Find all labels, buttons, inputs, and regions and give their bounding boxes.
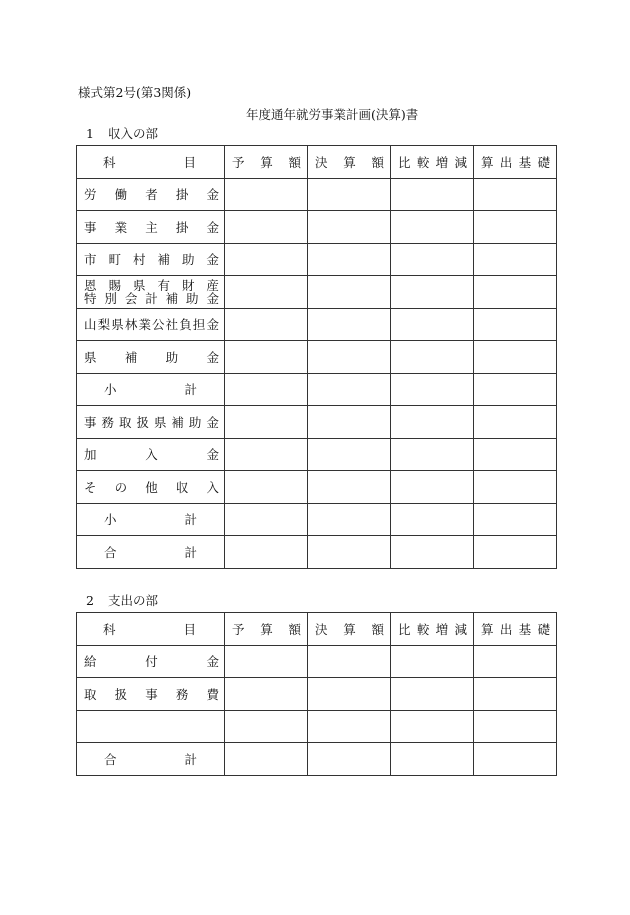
expenditure-section-number: 2 (86, 593, 94, 608)
row-label-text: 事 務 取 扱 県 補 助 金 (84, 414, 219, 430)
cell-settlement[interactable] (308, 503, 391, 536)
cell-settlement[interactable] (308, 471, 391, 504)
subject-header: 科 目 (77, 613, 225, 646)
cell-basis[interactable] (474, 341, 557, 374)
cell-budget[interactable] (225, 471, 308, 504)
table-row (77, 438, 557, 471)
row-label (77, 341, 225, 374)
row-label (77, 276, 225, 309)
cell-difference[interactable] (391, 341, 474, 374)
row-label (77, 678, 225, 711)
cell-settlement[interactable] (308, 178, 391, 211)
cell-difference[interactable] (391, 243, 474, 276)
column-header-budget: 予 算 額 (225, 146, 308, 179)
income-section-heading (86, 124, 158, 142)
cell-settlement[interactable] (308, 678, 391, 711)
row-label (77, 503, 225, 536)
cell-settlement[interactable] (308, 341, 391, 374)
form-number: 様式第2号(第3関係) (78, 85, 192, 100)
cell-budget[interactable] (225, 276, 308, 309)
cell-settlement[interactable] (308, 373, 391, 406)
cell-budget[interactable] (225, 406, 308, 439)
table-row (77, 406, 557, 439)
row-label-text: 山 梨 県 林 業 公 社 負 担 金 (84, 317, 219, 333)
row-label-text: 小 計 (104, 382, 197, 398)
cell-settlement[interactable] (308, 243, 391, 276)
cell-difference[interactable] (391, 743, 474, 776)
cell-difference[interactable] (391, 406, 474, 439)
income-table (76, 145, 557, 569)
column-header-settlement: 決 算 額 (308, 613, 391, 646)
table-row (77, 276, 557, 309)
column-header-basis: 算 出 基 礎 (474, 613, 557, 646)
row-label (77, 406, 225, 439)
table-row (77, 243, 557, 276)
expenditure-section-title: 支出の部 (108, 593, 159, 608)
table-row (77, 373, 557, 406)
cell-settlement[interactable] (308, 276, 391, 309)
cell-basis[interactable] (474, 503, 557, 536)
income-header-row (77, 146, 557, 179)
row-label (77, 243, 225, 276)
row-label-text: 合 計 (104, 544, 197, 560)
row-label-text: 加 入 金 (84, 447, 219, 463)
cell-basis[interactable] (474, 743, 557, 776)
row-label-line-2: 特 別 会 計 補 助 金 (84, 290, 219, 306)
cell-budget[interactable] (225, 645, 308, 678)
table-row (77, 536, 557, 569)
column-header-difference: 比 較 増 減 (391, 146, 474, 179)
cell-basis[interactable] (474, 373, 557, 406)
cell-basis[interactable] (474, 678, 557, 711)
cell-basis[interactable] (474, 471, 557, 504)
cell-budget[interactable] (225, 503, 308, 536)
row-label-text: 小 計 (104, 512, 197, 528)
cell-budget[interactable] (225, 678, 308, 711)
cell-budget[interactable] (225, 710, 308, 743)
row-label (77, 743, 225, 776)
cell-budget[interactable] (225, 308, 308, 341)
income-section-number: 1 (86, 126, 94, 141)
expenditure-section-heading (86, 591, 158, 609)
cell-settlement[interactable] (308, 645, 391, 678)
cell-difference[interactable] (391, 678, 474, 711)
cell-basis[interactable] (474, 276, 557, 309)
row-label (77, 373, 225, 406)
row-label-text: 給 付 金 (84, 654, 219, 670)
cell-basis[interactable] (474, 308, 557, 341)
column-header-basis: 算 出 基 礎 (474, 146, 557, 179)
cell-basis[interactable] (474, 710, 557, 743)
cell-difference[interactable] (391, 503, 474, 536)
cell-settlement[interactable] (308, 406, 391, 439)
row-label-text: そ の 他 収 入 (84, 479, 219, 495)
cell-settlement[interactable] (308, 710, 391, 743)
row-label-text: 県 補 助 金 (84, 349, 219, 365)
table-row (77, 678, 557, 711)
cell-budget[interactable] (225, 438, 308, 471)
cell-settlement[interactable] (308, 438, 391, 471)
cell-budget[interactable] (225, 243, 308, 276)
row-label-text: 労 働 者 掛 金 (84, 187, 219, 203)
table-row (77, 710, 557, 743)
column-header-difference: 比 較 増 減 (391, 613, 474, 646)
row-label-text: 事 業 主 掛 金 (84, 219, 219, 235)
cell-basis[interactable] (474, 536, 557, 569)
row-label (77, 308, 225, 341)
cell-difference[interactable] (391, 710, 474, 743)
table-row (77, 211, 557, 244)
table-row (77, 471, 557, 504)
cell-difference[interactable] (391, 536, 474, 569)
table-row (77, 341, 557, 374)
subject-header: 科 目 (77, 146, 225, 179)
table-row (77, 743, 557, 776)
cell-budget[interactable] (225, 743, 308, 776)
cell-basis[interactable] (474, 438, 557, 471)
row-label (77, 471, 225, 504)
cell-basis[interactable] (474, 178, 557, 211)
cell-difference[interactable] (391, 276, 474, 309)
cell-settlement[interactable] (308, 743, 391, 776)
cell-basis[interactable] (474, 406, 557, 439)
row-label-text: 市 町 村 補 助 金 (84, 252, 219, 268)
row-label (77, 178, 225, 211)
row-label (77, 211, 225, 244)
cell-settlement[interactable] (308, 536, 391, 569)
row-label-text: 取 扱 事 務 費 (84, 686, 219, 702)
cell-basis[interactable] (474, 645, 557, 678)
column-header-budget: 予 算 額 (225, 613, 308, 646)
row-label (77, 536, 225, 569)
table-row (77, 503, 557, 536)
cell-budget[interactable] (225, 373, 308, 406)
cell-budget[interactable] (225, 178, 308, 211)
table-row (77, 308, 557, 341)
row-label-line-1: 恩 賜 県 有 財 産 (84, 277, 219, 293)
column-header-settlement: 決 算 額 (308, 146, 391, 179)
cell-budget[interactable] (225, 211, 308, 244)
cell-difference[interactable] (391, 211, 474, 244)
cell-budget[interactable] (225, 536, 308, 569)
table-row (77, 178, 557, 211)
table-row (77, 645, 557, 678)
cell-difference[interactable] (391, 308, 474, 341)
row-label-text: 合 計 (104, 751, 197, 767)
cell-basis[interactable] (474, 243, 557, 276)
expenditure-table (76, 612, 557, 776)
cell-difference[interactable] (391, 438, 474, 471)
expenditure-header-row (77, 613, 557, 646)
cell-basis[interactable] (474, 211, 557, 244)
row-label (77, 438, 225, 471)
cell-difference[interactable] (391, 373, 474, 406)
cell-budget[interactable] (225, 341, 308, 374)
document-title: 年度通年就労事業計画(決算)書 (246, 107, 419, 122)
cell-settlement[interactable] (308, 308, 391, 341)
row-label (77, 645, 225, 678)
cell-settlement[interactable] (308, 211, 391, 244)
cell-difference[interactable] (391, 645, 474, 678)
cell-difference[interactable] (391, 178, 474, 211)
cell-difference[interactable] (391, 471, 474, 504)
income-section-title: 収入の部 (108, 126, 159, 141)
row-label (77, 710, 225, 743)
